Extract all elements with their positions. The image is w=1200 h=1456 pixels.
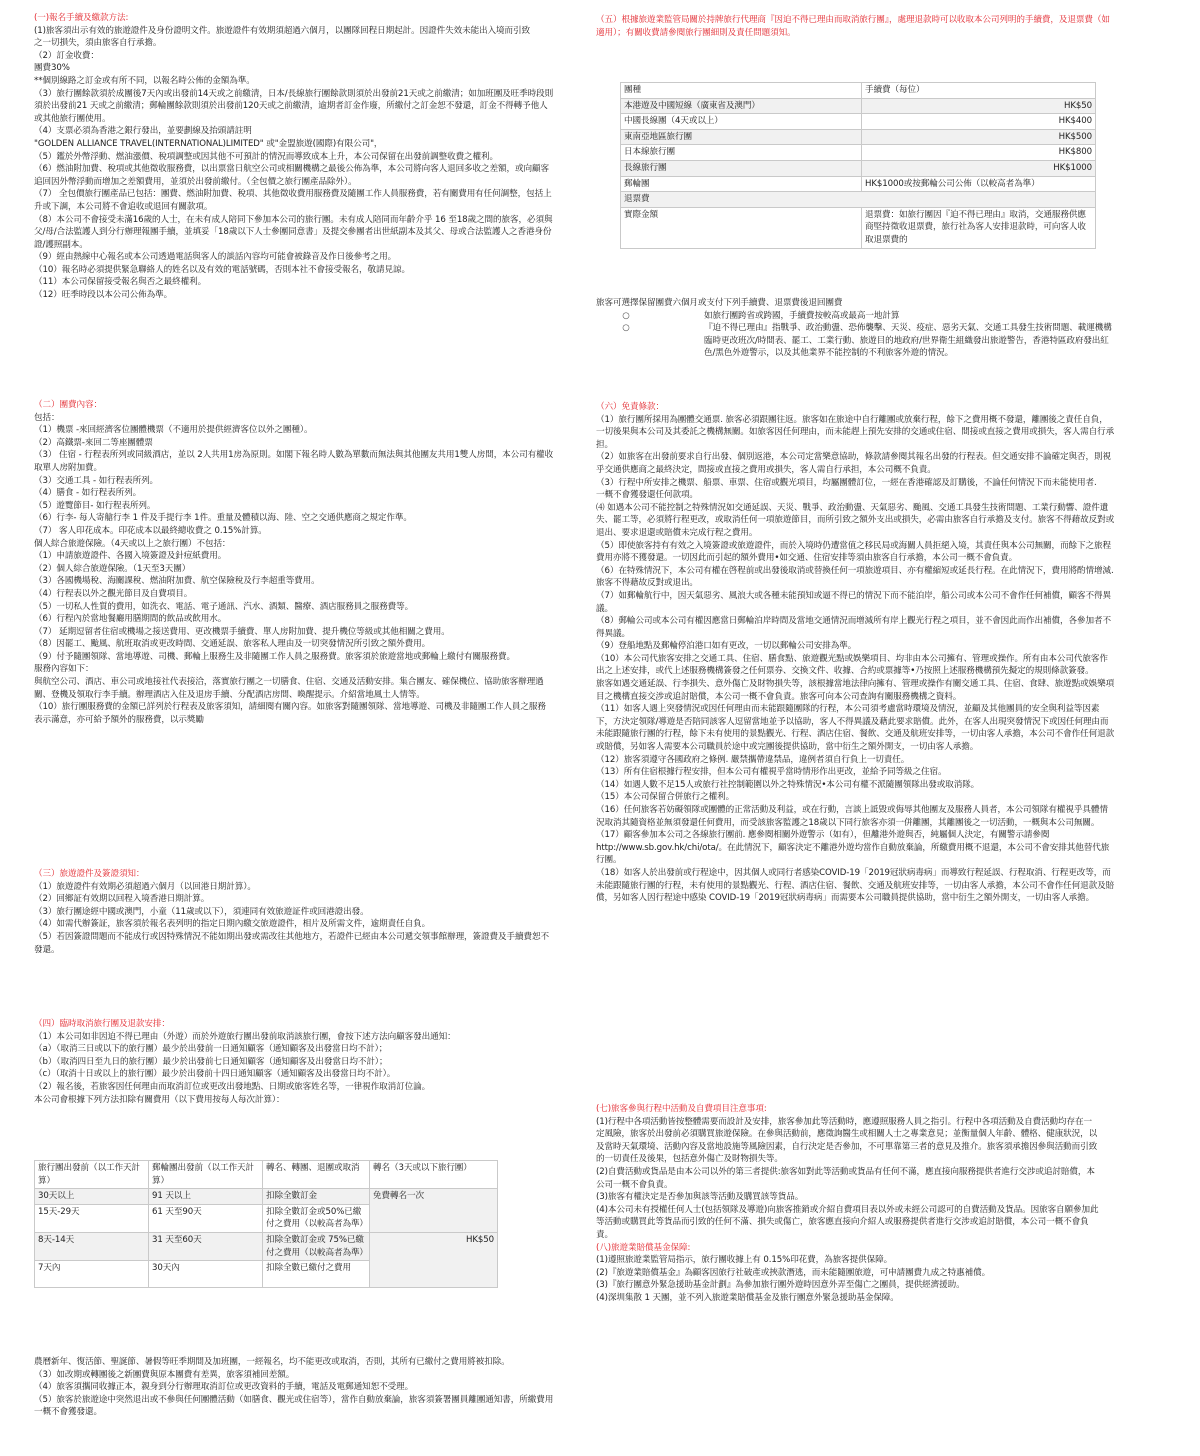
paragraph: （4）旅客須攜同收據正本，親身到分行辦理取消訂位或更改資料的手續，電話及電郵通知恕不受理。 <box>34 1382 414 1393</box>
table-cell: 扣除全數訂金或 75%已繳付之費用（以較高者為準） <box>263 1232 370 1260</box>
table-cell-transfer-fee: HK$50 <box>370 1232 498 1287</box>
paragraph: （5）一切私人性質的費用，如洗衣、電話、電子通訊、汽水、酒類、醫療、酒店服務員之服務費等。 <box>34 601 414 612</box>
table-cell: 8天-14天 <box>35 1232 149 1260</box>
paragraph: （11）如客人遇上突發情況或因任何理由而未能跟隨團隊的行程，本公司須考慮當時環境及情況，並顧及其他團員的安全與利益等因素下，方決定領隊/導遊是否陪同該客人逗留當地並予以協助，客人不得異議及藉此要求賠償。此外，在客人出現突發情況下或因任何理由而未能跟隨旅行團的行程，餘下未有使用的景點觀光、行程、酒店住宿、餐飲、交通及航班安排等，一切由客人承擔，本公司不會作任何退款或賠償，另如客人需要本公司職員於途中或完團後提供協助，當中衍生之額外開支，一切由客人承擔。 <box>596 704 1115 753</box>
bullet-item <box>596 322 1116 360</box>
section-title: (一)報名手續及繳款方法: <box>34 13 129 23</box>
table-cell: 退票費：如旅行團因『迫不得已理由』取消，交通服務供應商堅持徵收退票費，旅行社為客人安排退款時，可向客人收取退票費的 <box>862 207 1096 248</box>
paragraph: （12）旺季時段以本公司公佈為準。 <box>34 290 173 301</box>
paragraph: 之一切損失，須由旅客自行承擔。 <box>34 38 162 49</box>
table-row <box>621 129 1096 145</box>
paragraph: （12）旅客須遵守各國政府之條例. 嚴禁攜帶違禁品，違例者須自行負上一切責任。 <box>596 754 910 765</box>
table-cell: 扣除全數訂金或50%已繳付之費用（以較高者為準） <box>263 1204 370 1232</box>
paragraph: （5）若因簽證問題而不能成行或因特殊情況不能如期出發或需改往其他地方，若證件已經由本公司遞交領事館辦理，簽證費及手續費恕不發還。 <box>34 931 549 955</box>
table-row <box>35 1232 498 1260</box>
bullet-text: 如旅行團跨省或跨國，手續費按較高或最高一地計算 <box>704 310 900 321</box>
paragraph: (2)『旅遊業賠償基金』為顧客因旅行社破產或挾款潛逃，而未能隨團旅遊，可申請團費九成之特惠補償。 <box>596 1267 991 1278</box>
table-cell: 7天內 <box>35 1261 149 1288</box>
paragraph: （18）如客人於出發前或行程途中，因其個人或同行者感染COVID-19「2019冠狀病毒病」而導致行程延誤、行程取消、行程更改等，而未能跟隨旅行團的行程，未有使用的景點觀光、行程、酒店住宿、餐飲、交通及航班安排等，一切由客人承擔，本公司不會作任何退款及賠償，另如客人因行程途中感染 COVID-19「2019冠狀病毒病」而需要本公司職員提供協助，當中衍生之額外開支，一切由客人承擔。 <box>596 867 1115 904</box>
table-cell: 東南亞地區旅行團 <box>621 129 862 145</box>
paragraph: （7） 延期逗留者住宿或機場之接送費用、更改機票手續費、單人房附加費、提升機位等級或其他相關之費用。 <box>34 626 450 637</box>
paragraph: (4)本公司未有授權任何人士(包括領隊及導遊)向旅客推銷或介紹自費項目表以外或未經公司認可的自費活動及貨品。因旅客自願參加此 <box>596 1204 1099 1215</box>
paragraph: 及當時天氣環境、活動內容及當地設施等風險因素，自行決定是否參加，不可單靠第三者的意見及推介。旅客須承擔因參與活動而引致 <box>596 1141 1098 1152</box>
table-header-cell: 轉名、轉團、退團或取消 <box>263 1161 370 1189</box>
paragraph: "GOLDEN ALLIANCE TRAVEL(INTERNATIONAL)LIMITED" 或"金盟旅遊(國際)有限公司"， <box>34 138 383 149</box>
table-header-row <box>621 83 1096 99</box>
paragraph: (1)行程中各項活動皆按整體需要而設計及安排，旅客參加此等活動時，應遵照服務人員之指引。行程中各項活動及自費活動均存在一 <box>596 1116 1093 1127</box>
table-header-cell: 轉名（3天或以下旅行團） <box>370 1161 498 1189</box>
paragraph: 與航空公司、酒店、車公司或地接社代表接洽，落實旅行團之一切膳食、住宿、交通及活動安排。集合團友、確保機位、協助旅客辦理過關、登機及領取行李手續。辦理酒店入住及退房手續、分配酒店房間、喚醒提示。介紹當地風土人情等。 <box>34 677 544 700</box>
paragraph: （9）經由熱線中心報名或本公司透過電話與客人的談話內容均可能會被錄音及作日後參考之用。 <box>34 252 397 263</box>
paragraph: 責。 <box>596 1229 613 1240</box>
paragraph: （2）訂金收費： <box>34 50 99 61</box>
table-row <box>621 114 1096 130</box>
section-body <box>34 1356 554 1419</box>
table-cell: 扣除全數已繳付之費用 <box>263 1261 370 1288</box>
section-title: （二）團費內容： <box>34 400 102 410</box>
table-cell: 30天內 <box>149 1261 263 1288</box>
paragraph: 個人綜合旅遊保險。（4天或以上之旅行團）不包括： <box>34 538 231 549</box>
paragraph: （3）行程中所安排之機票、船票、車票、住宿或觀光項目，均屬團體訂位，一經在香港確認及訂購後，不論任何情況下而未能使用者. <box>596 477 1097 488</box>
section-cancellation <box>34 1018 554 1106</box>
paragraph: （8）郵輪公司或本公司有權因應當日郵輪泊岸時間及當地交通情況而增減所有岸上觀光行程之項目，並不會因此而作出補償，各參加者不得異議。 <box>596 616 1111 639</box>
paragraph: （6）行程內於當地餐廳用膳期間的飲品或飲用水。 <box>34 614 227 625</box>
paragraph: (2)自費活動或貨品是由本公司以外的第三者提供:旅客如對此等活動或貨品有任何不滿，應直接向服務提供者進行交涉或追討賠償，本 <box>596 1166 1095 1177</box>
paragraph: （2）回鄉証有效期以回程入境香港日期計算。 <box>34 894 210 905</box>
handling-fee-table <box>620 82 1096 249</box>
paragraph: （4）支票必須為香港之銀行發出，並要劃線及抬頭請註明 <box>34 126 252 137</box>
paragraph: （16）任何旅客若妨礙領隊或團體的正常活動及利益，或在行動，言談上詆毀或侮辱其他團友及服務人員者，本公司領隊有權視乎具體情況取消其隨資格並無須發還任何費用，而受該旅客監護之18歲以下同行旅客亦須一併離團，其離團後之一切活動，一概與本公司無關。 <box>596 805 1108 828</box>
table-cell: 郵輪團 <box>621 176 862 192</box>
paragraph: （6）燃油附加費、稅項或其他徵收服務費，以出票當日航空公司或相關機構之最後公佈為準，本公司將向客人退回多收之差額，或向顧客追回因外幣浮動而增加之差額費用，並須於出發前繳付。（全包價之旅行團產品除外）。 <box>34 164 549 187</box>
table-cell: 本港遊及中國短線（廣東省及澳門） <box>621 98 862 114</box>
paragraph: （11）本公司保留接受報名與否之最終權利。 <box>34 277 207 288</box>
paragraph: (3)旅客有權決定是否參加與該等活動及購買該等貨品。 <box>596 1192 804 1203</box>
section-tour-fee <box>34 399 554 726</box>
paragraph: （7） 全包價旅行團產品已包括：團費、燃油附加費、稅項、其他徵收費用服務費及隨團工作人員服務費，若有關費用有任何調整，包括上升或下調，本公司將不會追收或退回有關款項。 <box>34 189 552 212</box>
section-title: （三）旅遊證件及簽證須知： <box>34 869 145 879</box>
paragraph: 本公司會根據下列方法扣除有關費用（以下費用按每人每次計算）： <box>34 1094 285 1105</box>
table-cell: 日本線旅行團 <box>621 145 862 161</box>
table-row <box>621 98 1096 114</box>
section-registration <box>34 12 554 302</box>
paragraph: （4）膳食 - 如行程表所列。 <box>34 488 142 499</box>
paragraph: （3）旅行團途經中國或澳門，小童（11歲或以下），須連同有效旅遊証件或回港證出發。 <box>34 906 369 917</box>
paragraph: **個別線路之訂金或有所不同，以報名時公佈的金額為準。 <box>34 75 255 86</box>
table-cell: 扣除全數訂金 <box>263 1189 370 1205</box>
table-cell: 實際金額 <box>621 207 862 248</box>
table-cell: 30天以上 <box>35 1189 149 1205</box>
section-title: （六）免責條款： <box>596 402 664 412</box>
paragraph: 團費30% <box>34 63 70 74</box>
paragraph: （6）在特殊情況下，本公司有權在啓程前或出發後取消或替換任何一項旅遊項目、亦有權縮短或延長行程。在此情況下，費用將酌情增減. 旅客不得藉故反對或退出。 <box>596 565 1114 589</box>
paragraph: （4）如需代辦簽証，旅客須於報名表列明的指定日期內繳交旅遊證件，相片及所需文件，逾期責任自負。 <box>34 919 431 930</box>
section-body <box>34 1031 554 1107</box>
paragraph: (3)『旅行團意外緊急援助基金計劃』為參加旅行團外遊時因意外弄至傷亡之團員，提供經濟援助。 <box>596 1280 965 1291</box>
table-row <box>621 160 1096 176</box>
paragraph: （1）本公司如非因迫不得已理由（外遊）而於外遊旅行團出發前取消該旅行團，會按下述方法向顧客發出通知： <box>34 1031 456 1042</box>
paragraph: （10）報名時必須提供緊急聯絡人的姓名以及有效的電話號碼，否則本社不會接受報名，敬請見諒。 <box>34 264 410 275</box>
paragraph: （1）機票 -來回經濟客位團體機票（不適用於提供經濟客位以外之團種）。 <box>34 425 313 436</box>
paragraph: （1）旅遊證件有效期必須超過六個月（以回港日期計算）。 <box>34 881 256 892</box>
paragraph: （5）遊覽節目- 如行程表所列。 <box>34 500 156 511</box>
table-cell: HK$800 <box>862 145 1096 161</box>
table-cell: HK$1000或按郵輪公司公佈（以較高者為準） <box>862 176 1096 192</box>
table-header-row <box>35 1161 498 1189</box>
paragraph: （1）旅行團所採用為團體交通票. 旅客必須跟團往返。旅客如在旅途中自行離團或放棄行程，餘下之費用概不發還，離團後之責任自負，一切後果與本公司及其委託之機構無關。如旅客因任何理由，而未能趕上預先安排的交通或住宿、間接或直接之費用或損失，客人需自行承担。 <box>596 414 1115 450</box>
cancellation-fee-table-wrap <box>34 1160 498 1288</box>
refund-note <box>596 297 1116 360</box>
paragraph: （9）登船地點及郵輪停泊港口如有更改，一切以郵輪公司安排為準。 <box>596 641 857 652</box>
handling-fee-table-wrap <box>620 82 1096 249</box>
paragraph: 包括： <box>34 412 60 423</box>
circle-bullet-icon: ○ <box>622 310 630 321</box>
table-cell: 31 天至60天 <box>149 1232 263 1260</box>
section-cancellation-continued <box>34 1356 554 1419</box>
paragraph: （9）付予隨團領隊、當地導遊、司機、郵輪上服務生及非隨團工作人員之服務費。旅客須於旅遊當地或郵輪上繳付有關服務費。 <box>34 651 516 662</box>
section-title: （四）臨時取消旅行團及退款安排： <box>34 1019 170 1029</box>
cancellation-fee-table <box>34 1160 498 1288</box>
bullet-text: 『迫不得已理由』指戰爭、政治動盪、恐佈襲擊、天災、疫症、惡劣天氣、交通工具發生技術問題、載運機構臨時更改班次/時間表、罷工、工業行動、旅遊目的地政府/世界衛生組織發出旅遊警告，香港特區政府發出紅色/黑色外遊警示，以及其他業界不能控制的不利旅客外遊的情況。 <box>704 323 1112 359</box>
bullet-item <box>596 310 1116 323</box>
paragraph: （c）（取消十日或以上的旅行團）最少於出發前十四日通知顧客（通知顧客及出發當日均不計）。 <box>34 1069 396 1080</box>
section-body <box>596 1116 1116 1242</box>
table-row <box>621 176 1096 192</box>
paragraph: （5）鑑於外幣浮動、燃油漲價、稅項調整或因其他不可預計的情況而導致成本上升，本公司保留在出發前調整收費之權利。 <box>34 151 499 162</box>
paragraph: （5）旅客於旅遊途中突然退出或不參與任何團體活動（如膳食、觀光或住宿等），當作自動放棄論，旅客須簽署團員離團通知書，所繳費用一概不會獲發還。 <box>34 1394 554 1418</box>
table-cell: 91 天以上 <box>149 1189 263 1205</box>
table-cell: HK$50 <box>862 98 1096 114</box>
table-cell-transfer-free: 免費轉名一次 <box>370 1189 498 1233</box>
paragraph: （13）所有住宿根據行程安排，但本公司有權視乎當時情形作出更改，並給予同等級之住宿。 <box>596 767 947 778</box>
table-cell: 退票費 <box>621 192 1096 208</box>
paragraph: （15）本公司保留合併旅行之權利。 <box>596 792 735 803</box>
paragraph: （3）旅行團餘款須於成團後7天內或出發前14天或之前繳清，日本/長線旅行團餘款則須於出發前21天或之前繳清；如加班團及旺季時段則須於出發前21 天或之前繳清；郵輪團餘款則須於出發前120天或之前繳清，逾期者訂金作廢，所繳付之訂金恕不發還，訂金不得轉予他人或其他旅行團使用。 <box>34 88 554 124</box>
table-row <box>621 192 1096 208</box>
table-cell: HK$500 <box>862 129 1096 145</box>
table-cell: HK$400 <box>862 114 1096 130</box>
table-cell: HK$1000 <box>862 160 1096 176</box>
paragraph: （3）交通工具 - 如行程表所列。 <box>34 475 159 486</box>
paragraph: （2）報名後，若旅客因任何理由而取消訂位或更改出發地點、日期或旅客姓名等，一律視作取消訂位論。 <box>34 1081 431 1092</box>
paragraph: 旅客如遇交通延誤、行李損失、意外傷亡及財物損失等，該根據當地法律向擁有、管理或操作有關交通工具、住宿、食肆、旅遊點或娛樂項目之機構直接交涉或追討賠償，本公司一概不會負責。旅客可向本公司查詢有關服務機構之資料。 <box>596 679 1115 702</box>
paragraph: 服務內容如下： <box>34 664 94 675</box>
section-disclaimer <box>596 401 1116 905</box>
paragraph: （a）（取消三日或以下的旅行團）最少於出發前一日通知顧客（通知顧客及出發當日均不計）； <box>34 1044 388 1055</box>
paragraph: （b）（取消四日至九日的旅行團）最少於出發前七日通知顧客（通知顧客及出發當日均不計）； <box>34 1056 388 1067</box>
paragraph: 定風險，旅客於出發前必須購買旅遊保險。在參與活動前，應徵詢醫生或相關人士之專業意見；並衡量個人年齡、體格、健康狀況，以 <box>596 1129 1098 1140</box>
table-cell: 中國長線團（4天或以上） <box>621 114 862 130</box>
paragraph: 一概不會獲發還任何款項。 <box>596 490 698 501</box>
section-handling-fee <box>596 14 1116 39</box>
circle-bullet-icon: ○ <box>622 323 630 334</box>
table-row <box>35 1189 498 1205</box>
table-header-cell: 團種 <box>621 83 862 99</box>
paragraph: （1）申請旅遊證件、各國入境簽證及針痘紙費用。 <box>34 551 227 562</box>
paragraph: （8）本公司不會接受未滿16歲的人士，在未有成人陪同下參加本公司的旅行團。未有成人陪同而年齡介乎 16 至18歲之間的旅客，必須與父/母/合法監護人到分行辦理報團手續，並填妥「18歲以下人士參團同意書」及提交參團者出世紙副本及其父、母或合法監護人之香港身份證/護照副本。 <box>34 214 553 250</box>
section-body <box>34 25 554 302</box>
table-row <box>621 145 1096 161</box>
paragraph: （14）如遇人數不足15人或旅行社控制範圍以外之特殊情況•本公司有權不派隨團領隊出發或取消隊。 <box>596 779 980 790</box>
paragraph: （8）因罷工、颱風、航班取消或更改時間、交通延誤、旅客私人理由及一切突發情況所引致之額外費用。 <box>34 639 431 650</box>
table-cell: 15天-29天 <box>35 1204 149 1232</box>
paragraph: （17）顧客參加本公司之各線旅行團前. 應參閱相關外遊警示（如有），但離港外遊與否，純屬個人決定，有關警示請參閱http://www.sb.gov.hk/chi/ota/。在此情況下，顧客決定不離港外遊均當作自動放棄論，所繳費用概不退還，本公司不會安排其他替代旅行團。 <box>596 830 1110 866</box>
paragraph: 農曆新年、復活節、聖誕節、暑假等旺季期間及加班團，一經報名，均不能更改或取消，否則，其所有已繳付之費用將被扣除。 <box>34 1357 510 1367</box>
paragraph: （2）如旅客在出發前要求自行出發、個別返港，本公司定當樂意協助，條款請參閱其報名出發的行程表。但交通安排不論確定與否，則視乎交通供應商之最終決定，間接或直接之費用或損失，客人需自行承担，本公司概不負責。 <box>596 452 1111 475</box>
paragraph: （7） 客人印花成本。印花成本以最終總收費之 0.15%計算。 <box>34 525 267 536</box>
paragraph: （10）本公司代旅客安排之交通工具、住宿、膳食點、旅遊觀光點或娛樂項目、均非由本公司擁有、管理或操作。所有由本公司代旅客作出之上述安排，或代上述服務機構簽發之任何票券、交換文件、收據、合約或票據等•乃按照上述服務機構預先擬定的規則條款簽發。 <box>596 653 1108 677</box>
paragraph: （4）行程表以外之觀光節目及自費項目。 <box>34 588 193 599</box>
table-cell: 61 天至90天 <box>149 1204 263 1232</box>
paragraph: (4)深圳集散 1 天團，並不列入旅遊業賠償基金及旅行團意外緊急援助基金保障。 <box>596 1292 899 1303</box>
paragraph: （10）旅行團服務費的金額已詳列於行程表及旅客須知，請細閱有關內容。如旅客對隨團領隊、當地導遊、司機及非隨團工作人員之服務表示滿意，亦可給予額外的服務費，以示獎勵 <box>34 702 546 725</box>
paragraph: （6）行李- 每人寄艙行李 1 件及手提行李 1件。重量及體積以海、陸、空之交通供應商之規定作準。 <box>34 513 412 524</box>
section-body <box>596 414 1116 905</box>
paragraph: ⑷ 如遇本公司不能控制之特殊情況如交通延誤、天災、戰爭、政治動盪、天氣惡劣、颱風、交通工具發生技術問題、工業行動響、證件遺失、罷工等，必須將行程更改，或取消任何一項旅遊節目，而所引致之額外支出或損失，必需由旅客自行承擔及支付。旅客不得藉故反對或退出、要求退還或賠償未完成行程之費用。 <box>596 502 1115 538</box>
paragraph: （2）個人綜合旅遊保險。（1天至3天團） <box>34 563 191 574</box>
section-travel-documents <box>34 868 554 956</box>
paragraph: 等活動或購買此等貨品而引致的任何不滿、損失或傷亡，旅客應直接向介紹人或服務提供者進行交涉或追討賠償，本公司一概不會負 <box>596 1217 1089 1228</box>
paragraph: （3）各國機場稅、海關課稅、燃油附加費、航空保險稅及行李超重等費用。 <box>34 576 320 587</box>
paragraph: （2）高鐵票-來回二等座團體票 <box>34 437 153 448</box>
section-body <box>596 1254 1116 1304</box>
section-activities <box>596 1103 1116 1305</box>
table-cell: 長線旅行團 <box>621 160 862 176</box>
paragraph: （3）如改期或轉團後之新團費與原本團費有差異，旅客須補回差額。 <box>34 1369 295 1380</box>
paragraph: 公司一概不會負責。 <box>596 1179 673 1190</box>
section-title: (八)旅遊業賠償基金保障: <box>596 1242 691 1253</box>
section-title: （五）根據旅遊業監管局關於持牌旅行代理商『因迫不得已理由而取消旅行團』，處理退款時可以收取本公司列明的手續費，及退票費（如適用）；有關收費請參閱旅行團細則及責任問題須知。 <box>596 15 1110 38</box>
table-header-cell: 郵輪團出發前（以工作天計算） <box>149 1161 263 1189</box>
paragraph: （5）即使旅客持有有效之入境簽證或旅遊證件，而於入境時仍遭當值之移民局或海關人員拒絕入境，其責任與本公司無關，而餘下之旅程費用亦將不獲發還。一切因此而引起的額外費用•如交通、住宿安排等須由旅客自行承擔，本公司一概不會負責。 <box>596 540 1111 564</box>
paragraph: (1)遵照旅遊業監管局指示，旅行團收據上有 0.15%印花費，為旅客提供保障。 <box>596 1255 893 1266</box>
paragraph: (1)旅客須出示有效的旅遊證件及身份證明文件。旅遊證件有效期須超過六個月，以團隊回程日期起計。因證件失效未能出入境而引致 <box>34 25 531 36</box>
section-body <box>34 412 554 727</box>
table-row <box>621 207 1096 248</box>
note-text: 旅客可選擇保留團費六個月或支付下列手續費、退票費後退回團費 <box>596 298 843 308</box>
paragraph: （7）如郵輪航行中，因天氣惡劣、風浪大或各種未能預知或逼不得已的情況下而不能泊岸，船公司或本公司不會作任何補償，顧客不得異議。 <box>596 590 1111 614</box>
table-header-cell: 旅行團出發前（以工作天計算） <box>35 1161 149 1189</box>
table-header-cell: 手續費（每位） <box>862 83 1096 99</box>
section-title: (七)旅客參與行程中活動及自費項目注意事項: <box>596 1104 767 1114</box>
paragraph: （3） 住宿 - 行程表所列或同級酒店，並以 2人共用1房為原則。如閣下報名時人數為單數而無法與其他團友共用1雙人房間，本公司有權收取單人房附加費。 <box>34 450 554 473</box>
section-body <box>34 881 554 957</box>
paragraph: 的一切責任及後果，包括意外傷亡及財物損失等。 <box>596 1154 783 1165</box>
